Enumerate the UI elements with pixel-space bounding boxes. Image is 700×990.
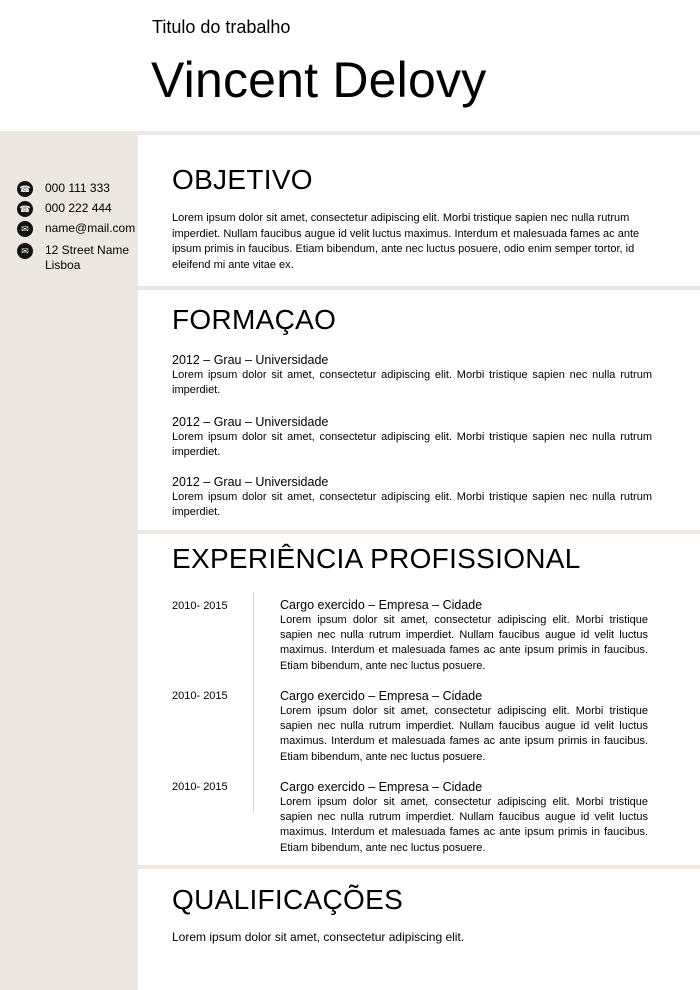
- section-title-experiencia: EXPERIÊNCIA PROFISSIONAL: [172, 543, 581, 574]
- address-line: 12 Street Name: [45, 243, 130, 257]
- contact-text: 000 222 444: [45, 201, 112, 215]
- section-divider: [138, 530, 700, 534]
- experience-date: 2010- 2015: [172, 600, 228, 612]
- education-text: Lorem ipsum dolor sit amet, consectetur adipiscing elit. Morbi tristique sapien nec nulla rutrum imperdiet.: [172, 491, 652, 519]
- education-item: [172, 474, 652, 521]
- qualificacoes-text: Lorem ipsum dolor sit amet, consectetur adipiscing elit.: [172, 930, 465, 944]
- header-divider: [0, 131, 700, 135]
- experience-date: 2010- 2015: [172, 690, 228, 702]
- experience-text: Lorem ipsum dolor sit amet, consectetur adipiscing elit. Morbi tristique sapien nec nulla rutrum imperdiet. Nullam faucibus augue id velit luctus maximus. Interdum et malesuada fames ac ante ipsum primis in faucibus. Etiam bibendum, ante nec luctus posuere.: [280, 705, 648, 763]
- job-title: Titulo do trabalho: [152, 17, 291, 37]
- phone-icon: ☎: [17, 181, 33, 197]
- timeline-line: [253, 593, 254, 813]
- education-item: [172, 414, 652, 461]
- education-item: [172, 352, 652, 399]
- education-heading: 2012 – Grau – Universidade: [172, 415, 329, 429]
- address-line: Lisboa: [45, 258, 81, 272]
- mail-icon: ✉: [17, 221, 33, 237]
- experience-item: [280, 688, 648, 765]
- education-text: Lorem ipsum dolor sit amet, consectetur adipiscing elit. Morbi tristique sapien nec nulla rutrum imperdiet.: [172, 369, 652, 397]
- education-text: Lorem ipsum dolor sit amet, consectetur adipiscing elit. Morbi tristique sapien nec nulla rutrum imperdiet.: [172, 431, 652, 459]
- section-divider: [138, 865, 700, 869]
- experience-date: 2010- 2015: [172, 781, 228, 793]
- mail-icon: ✉: [17, 243, 33, 259]
- contact-text: name@mail.com: [45, 221, 136, 235]
- experience-text: Lorem ipsum dolor sit amet, consectetur adipiscing elit. Morbi tristique sapien nec nulla rutrum imperdiet. Nullam faucibus augue id velit luctus maximus. Interdum et malesuada fames ac ante ipsum primis in faucibus. Etiam bibendum, ante nec luctus posuere.: [280, 614, 648, 672]
- experience-heading: Cargo exercido – Empresa – Cidade: [280, 780, 483, 794]
- contact-text: 000 111 333: [45, 181, 110, 195]
- section-title-objetivo: OBJETIVO: [172, 164, 313, 195]
- contact-text: [45, 243, 129, 273]
- education-heading: 2012 – Grau – Universidade: [172, 475, 329, 489]
- experience-heading: Cargo exercido – Empresa – Cidade: [280, 689, 483, 703]
- section-divider: [138, 286, 700, 290]
- experience-heading: Cargo exercido – Empresa – Cidade: [280, 598, 483, 612]
- education-heading: 2012 – Grau – Universidade: [172, 353, 329, 367]
- section-title-qualificacoes: QUALIFICAÇÕES: [172, 884, 404, 915]
- experience-item: [280, 779, 648, 856]
- section-title-formacao: FORMAÇAO: [172, 304, 337, 335]
- experience-text: Lorem ipsum dolor sit amet, consectetur adipiscing elit. Morbi tristique sapien nec nulla rutrum imperdiet. Nullam faucibus augue id velit luctus maximus. Interdum et malesuada fames ac ante ipsum primis in faucibus. Etiam bibendum, ante nec luctus posuere.: [280, 796, 648, 854]
- phone-icon: ☎: [17, 201, 33, 217]
- person-name: Vincent Delovy: [151, 52, 487, 108]
- experience-item: [280, 597, 648, 674]
- objetivo-text: Lorem ipsum dolor sit amet, consectetur adipiscing elit. Morbi tristique sapien nec nulla rutrum imperdiet. Nullam faucibus augue id velit luctus maximus. Interdum et malesuada fames ac ante ipsum primis in faucibus. Etiam bibendum, ante nec luctus posuere, odio enim semper tortor, id eleifend mi ante vitae ex.: [172, 212, 640, 271]
